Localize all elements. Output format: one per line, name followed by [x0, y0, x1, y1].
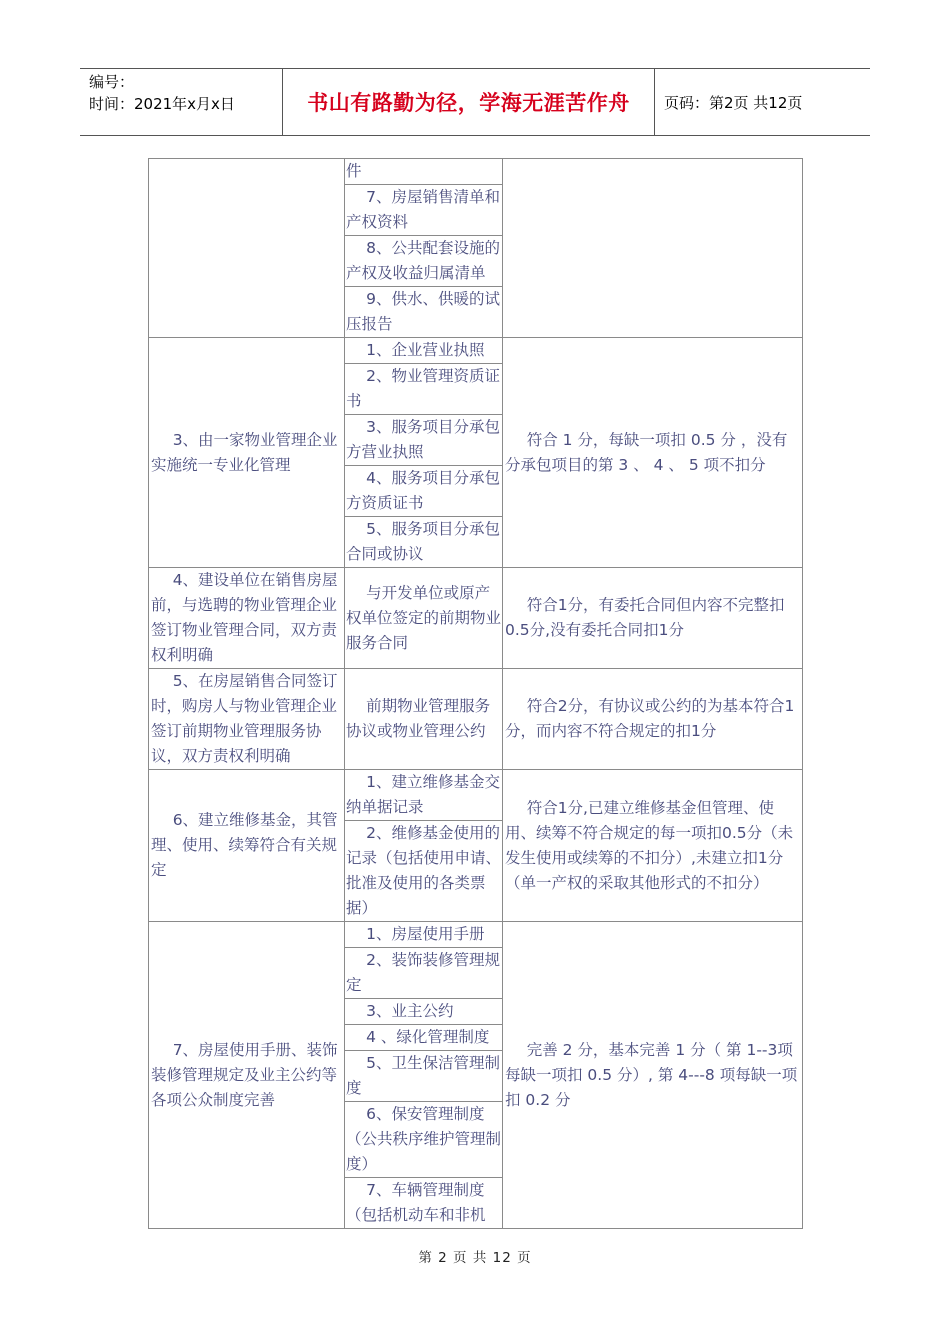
material-item: 9、供水、供暖的试压报告: [345, 287, 503, 338]
score-rule-cell: 符合1分，有委托合同但内容不完整扣0.5分,没有委托合同扣1分: [503, 568, 803, 669]
material-item: 4 、绿化管理制度: [345, 1025, 503, 1051]
material-item: 8、公共配套设施的产权及收益归属清单: [345, 236, 503, 287]
material-item: 3、服务项目分承包方营业执照: [345, 415, 503, 466]
material-item: 6、保安管理制度（公共秩序维护管理制度）: [345, 1102, 503, 1178]
material-item: 7、房屋销售清单和产权资料: [345, 185, 503, 236]
material-item: 5、卫生保洁管理制度: [345, 1051, 503, 1102]
score-rule-cell: 符合1分,已建立维修基金但管理、使用、续筹不符合规定的每一项扣0.5分（未发生使用或续筹的不扣分）,未建立扣1分（单一产权的采取其他形式的不扣分）: [503, 770, 803, 922]
score-rule-cell: [503, 159, 803, 338]
criterion-cell: 5、在房屋销售合同签订时，购房人与物业管理企业签订前期物业管理服务协议，双方责权利明确: [149, 669, 345, 770]
page-footer: 第 2 页 共 12 页: [418, 1250, 532, 1266]
material-item: 1、建立维修基金交纳单据记录: [345, 770, 503, 821]
material-item: 2、装饰装修管理规定: [345, 948, 503, 999]
score-rule-cell: 符合 1 分，每缺一项扣 0.5 分 ，没有分承包项目的第 3 、 4 、 5 项不扣分: [503, 338, 803, 568]
table-row: [149, 669, 803, 770]
criterion-cell: 7、房屋使用手册、装饰装修管理规定及业主公约等各项公众制度完善: [149, 922, 345, 1229]
material-item: 2、维修基金使用的记录（包括使用申请、批准及使用的各类票据）: [345, 821, 503, 922]
score-rule-cell: 完善 2 分，基本完善 1 分（ 第 1--3项每缺一项扣 0.5 分）, 第 4---8 项每缺一项扣 0.2 分: [503, 922, 803, 1229]
header-meta: [80, 69, 282, 135]
header-page-number: 页码：第2页 共12页: [664, 93, 803, 112]
material-item: 5、服务项目分承包合同或协议: [345, 517, 503, 568]
criterion-cell: 6、建立维修基金，其管理、使用、续筹符合有关规定: [149, 770, 345, 922]
material-item: 1、企业营业执照: [345, 338, 503, 364]
table-row: [149, 338, 803, 364]
criterion-cell: 4、建设单位在销售房屋前，与选聘的物业管理企业签订物业管理合同，双方责权利明确: [149, 568, 345, 669]
material-item: 件: [345, 159, 503, 185]
material-item: 3、业主公约: [345, 999, 503, 1025]
score-rule-cell: 符合2分，有协议或公约的为基本符合1分，而内容不符合规定的扣1分: [503, 669, 803, 770]
assessment-table: [148, 158, 803, 1229]
criterion-cell: [149, 159, 345, 338]
material-item: 4、服务项目分承包方资质证书: [345, 466, 503, 517]
page-header: [80, 68, 870, 136]
table-row: [149, 159, 803, 185]
table-row: [149, 770, 803, 821]
header-motto: 书山有路勤为径，学海无涯苦作舟: [282, 69, 655, 135]
material-item: 前期物业管理服务协议或物业管理公约: [345, 669, 503, 770]
material-item: 2、物业管理资质证书: [345, 364, 503, 415]
document-number-label: 编号：: [89, 73, 135, 91]
document-date: 时间：2021年x月x日: [89, 95, 235, 113]
table-row: [149, 568, 803, 669]
material-item: 与开发单位或原产权单位签定的前期物业服务合同: [345, 568, 503, 669]
material-item: 7、车辆管理制度（包括机动车和非机: [345, 1178, 503, 1229]
material-item: 1、房屋使用手册: [345, 922, 503, 948]
table-row: [149, 922, 803, 948]
criterion-cell: 3、由一家物业管理企业实施统一专业化管理: [149, 338, 345, 568]
